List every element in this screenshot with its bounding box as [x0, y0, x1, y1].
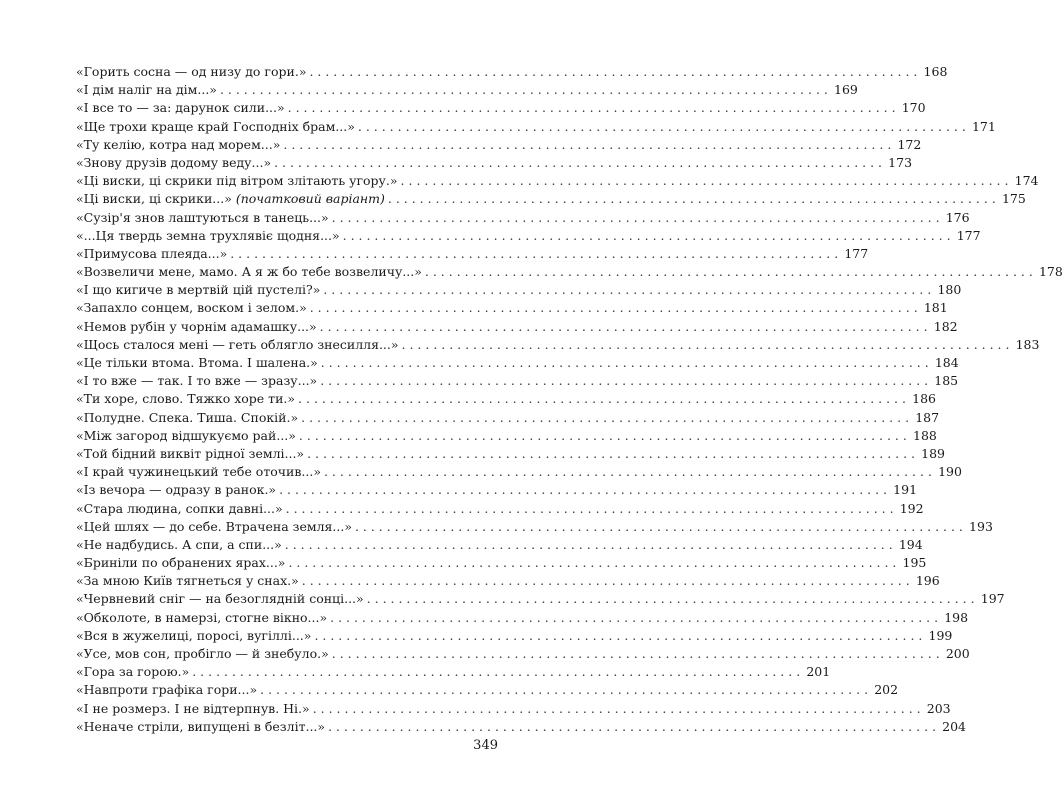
toc-entry-page: 177: [844, 245, 869, 261]
toc-entry-title: «Ти хоре, слово. Тяжко хоре ти.»: [76, 391, 296, 407]
toc-entry-page: 169: [834, 82, 858, 98]
dot-leader: [301, 409, 909, 427]
toc-entry: [76, 463, 962, 481]
toc-entry-page: 203: [926, 700, 951, 716]
dot-leader: [358, 118, 966, 136]
toc-entry-page: 168: [923, 64, 948, 79]
toc-entry-title: «Обколоте, в намерзі, стогне вікно...»: [76, 609, 328, 625]
toc-entry-title: «Червневий сніг — на безоглядній сонці...»: [76, 591, 364, 607]
dot-leader: [288, 554, 896, 572]
dot-leader: [332, 645, 940, 663]
dot-leader: [307, 445, 915, 463]
dot-leader: [310, 299, 918, 317]
toc-entry-title: «І край чужинецький тебе оточив...»: [76, 464, 321, 480]
toc-entry-page: 188: [913, 427, 937, 443]
toc-entry: [76, 500, 924, 518]
dot-leader: [324, 463, 932, 481]
toc-entry-title: «Вся в жужелиці, поросі, вугіллі...»: [76, 627, 312, 643]
toc-entry-page: 185: [934, 373, 959, 389]
toc-entry-title: «Примусова плеяда...»: [76, 245, 228, 261]
toc-entry-page: 191: [893, 482, 918, 498]
toc-entry: [76, 481, 918, 499]
toc-entry-title: «Ці виски, ці скрики...» (початковий варіант): [76, 191, 385, 207]
toc-entry-title: «Ту келію, котра над морем...»: [76, 136, 281, 152]
toc-entry: [76, 118, 996, 136]
dot-leader: [220, 81, 828, 99]
toc-entry: [76, 172, 1039, 190]
toc-entry: [76, 190, 1026, 208]
toc-entry-title: «Немов рубін у чорнім адамашку...»: [76, 318, 317, 334]
toc-entry: [76, 700, 951, 718]
dot-leader: [298, 390, 906, 408]
toc-entry: [76, 445, 946, 463]
toc-entry: [76, 263, 1063, 281]
dot-leader: [285, 536, 893, 554]
toc-entry: [76, 336, 1040, 354]
toc-entry: [76, 409, 940, 427]
dot-leader: [425, 263, 1033, 281]
toc-entry-title: «Це тільки втома. Втома. І шалена.»: [76, 355, 318, 370]
toc-entry-title: «І все то — за: дарунок сили...»: [76, 100, 285, 116]
toc-entry: [76, 136, 922, 154]
dot-leader: [286, 500, 894, 518]
toc-entry-page: 192: [899, 500, 924, 516]
dot-leader: [388, 190, 996, 208]
toc-entry-title: «Між загород відшукуємо рай...»: [76, 427, 296, 443]
toc-entry: [76, 209, 970, 227]
toc-entry-page: 202: [874, 682, 899, 698]
toc-entry-page: 195: [902, 555, 927, 571]
toc-entry-title: «Запахло сонцем, воском і зелом.»: [76, 300, 307, 316]
dot-leader: [402, 336, 1010, 354]
dot-leader: [283, 136, 891, 154]
toc-entry: [76, 718, 966, 736]
toc-entry: [76, 554, 927, 572]
toc-entry: [76, 227, 981, 245]
toc-entry: [76, 681, 899, 699]
toc-entry-page: 171: [971, 118, 996, 134]
toc-entry: [76, 354, 959, 372]
toc-entry-page: 174: [1014, 173, 1039, 189]
toc-entry-page: 200: [945, 646, 970, 661]
toc-entry-title: «Із вечора — одразу в ранок.»: [76, 482, 277, 498]
toc-entry: [76, 572, 940, 590]
toc-entry-page: 193: [969, 518, 993, 534]
toc-entry: [76, 663, 831, 681]
toc-entry-page: 194: [898, 536, 923, 552]
page-number: 349: [473, 738, 498, 753]
toc-entry: [76, 427, 937, 445]
dot-leader: [274, 154, 882, 172]
toc-entry-page: 177: [956, 227, 981, 243]
toc-entry-page: 181: [923, 300, 948, 316]
dot-leader: [192, 663, 800, 681]
dot-leader: [330, 609, 938, 627]
dot-leader: [299, 427, 907, 445]
toc-entry: [76, 390, 936, 408]
toc-entry-page: 172: [897, 136, 922, 152]
toc-entry: [76, 245, 869, 263]
toc-entry-title: «Гора за горою.»: [76, 664, 190, 680]
toc-entry-title: «Полудне. Спека. Тиша. Спокій.»: [76, 409, 299, 425]
toc-entry-page: 175: [1001, 191, 1026, 207]
toc-entry-title: «Ще трохи краще край Господніх брам...»: [76, 118, 355, 134]
dot-leader: [260, 681, 868, 699]
toc-entry-title: «Щось сталося мені — геть облягло знесилля...»: [76, 336, 399, 352]
toc-entry: [76, 63, 948, 81]
toc-entry-page: 201: [806, 664, 831, 680]
toc-entry-page: 204: [942, 718, 966, 734]
toc-entry-title: «Возвеличи мене, мамо. А я ж бо тебе возвеличу...»: [76, 264, 422, 280]
toc-entry-page: 178: [1038, 264, 1063, 280]
dot-leader: [279, 481, 887, 499]
toc-entry-title: «Навпроти графіка гори...»: [76, 682, 258, 698]
toc-entry-title: «...Ця твердь земна трухлявіє щодня...»: [76, 227, 340, 243]
toc-entry-page: 196: [915, 573, 940, 589]
toc-entry-page: 187: [915, 409, 940, 425]
toc-entry-page: 198: [944, 609, 969, 625]
toc-entry-title: «Не надбудись. А спи, а спи...»: [76, 536, 282, 552]
toc-entry-page: 180: [937, 282, 962, 298]
dot-leader: [321, 354, 929, 372]
toc-entry-title: «Сузір'я знов лаштуються в танець...»: [76, 209, 329, 225]
toc-entry-title: «Ці виски, ці скрики під вітром злітають угору.»: [76, 173, 398, 189]
toc-entry: [76, 281, 962, 299]
toc-entry-page: 197: [980, 591, 1005, 607]
toc-entry-title: «Цей шлях — до себе. Втрачена земля...»: [76, 518, 352, 534]
toc-entry-page: 184: [934, 355, 959, 370]
toc-entry: [76, 590, 1005, 608]
toc-entry: [76, 645, 970, 663]
toc-entry-page: 199: [928, 627, 953, 643]
dot-leader: [313, 700, 921, 718]
dot-leader: [367, 590, 975, 608]
table-of-contents: [76, 63, 1063, 736]
toc-entry: [76, 318, 958, 336]
dot-leader: [314, 627, 922, 645]
dot-leader: [288, 99, 896, 117]
toc-entry-page: 190: [938, 464, 962, 480]
toc-entry-title: «І не розмерз. І не відтерпнув. Ні.»: [76, 700, 310, 716]
toc-entry-page: 176: [945, 209, 970, 225]
toc-entry: [76, 99, 926, 117]
dot-leader: [401, 172, 1009, 190]
toc-entry-page: 186: [912, 391, 936, 407]
toc-entry-title: «За мною Київ тягнеться у снах.»: [76, 573, 299, 589]
toc-entry: [76, 536, 923, 554]
toc-entry-title: «І дім наліг на дім...»: [76, 82, 217, 98]
toc-entry-title: «Знову друзів додому веду...»: [76, 154, 272, 170]
toc-entry-title: «Усе, мов сон, пробігло — й знебуло.»: [76, 646, 329, 661]
dot-leader: [355, 518, 963, 536]
dot-leader: [323, 281, 931, 299]
toc-entry-page: 182: [933, 318, 958, 334]
toc-entry-title: «Горить сосна — од низу до гори.»: [76, 64, 307, 79]
toc-entry: [76, 299, 948, 317]
toc-entry-title: «І то вже — так. І то вже — зразу...»: [76, 373, 318, 389]
dot-leader: [302, 572, 910, 590]
toc-entry-note: (початковий варіант): [235, 191, 385, 207]
dot-leader: [328, 718, 936, 736]
toc-entry-title: «Стара людина, сопки давні...»: [76, 500, 283, 516]
dot-leader: [320, 318, 928, 336]
toc-entry-title: «Неначе стріли, випущені в безліт...»: [76, 718, 326, 734]
dot-leader: [332, 209, 940, 227]
toc-entry: [76, 372, 959, 390]
dot-leader: [230, 245, 838, 263]
toc-entry: [76, 154, 913, 172]
toc-entry-page: 189: [921, 445, 946, 461]
toc-entry-page: 170: [901, 100, 926, 116]
toc-entry: [76, 518, 993, 536]
toc-entry-title: «Той бідний виквіт рідної землі...»: [76, 445, 305, 461]
toc-entry-page: 173: [888, 154, 913, 170]
toc-entry: [76, 81, 858, 99]
toc-entry: [76, 627, 953, 645]
toc-entry-title: «І що кигиче в мертвій цій пустелі?»: [76, 282, 321, 298]
dot-leader: [320, 372, 928, 390]
toc-entry-title: «Бриніли по обранених ярах...»: [76, 555, 286, 571]
dot-leader: [343, 227, 951, 245]
toc-entry: [76, 609, 969, 627]
dot-leader: [309, 63, 917, 81]
toc-entry-page: 183: [1015, 336, 1040, 352]
